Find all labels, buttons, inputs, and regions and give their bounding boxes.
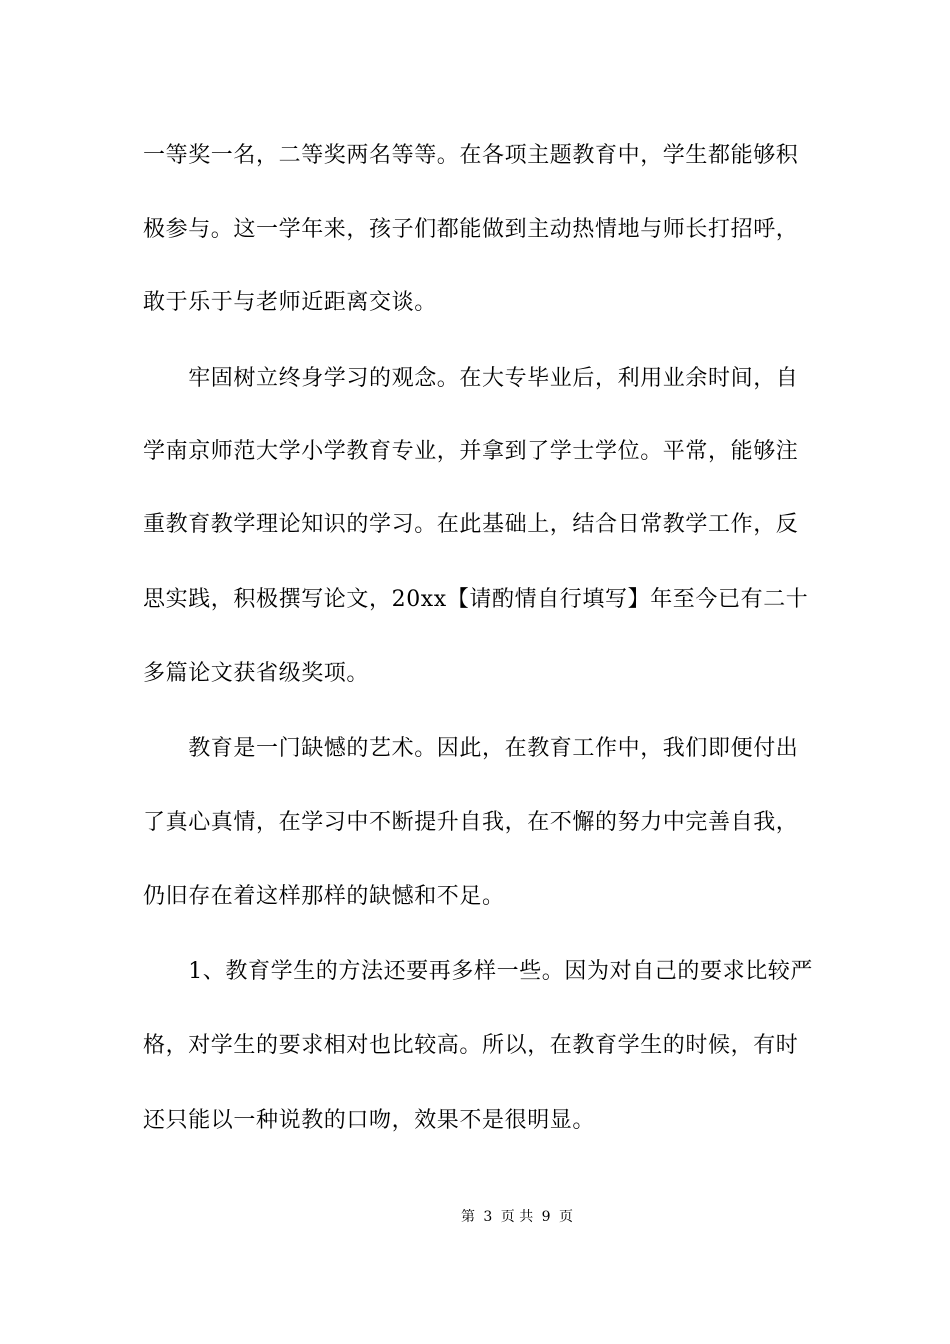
body-line: 一等奖一名，二等奖两名等等。在各项主题教育中，学生都能够积 [143,143,799,168]
footer-current-page: 3 [483,1209,493,1225]
body-line: 敢于乐于与老师近距离交谈。 [143,290,437,315]
footer-suffix: 页 [559,1209,574,1225]
body-line: 格，对学生的要求相对也比较高。所以，在教育学生的时候，有时 [143,1033,799,1058]
body-line: 1、教育学生的方法还要再多样一些。因为对自己的要求比较严 [143,959,813,984]
body-line: 牢固树立终身学习的观念。在大专毕业后，利用业余时间，自 [143,366,799,391]
body-line: 重教育教学理论知识的学习。在此基础上，结合日常教学工作，反 [143,512,799,537]
body-line: 教育是一门缺憾的艺术。因此，在教育工作中，我们即便付出 [143,736,799,761]
body-line: 还只能以一种说教的口吻，效果不是很明显。 [143,1108,596,1133]
footer-middle: 页 共 [500,1209,534,1225]
body-line: 学南京师范大学小学教育专业，并拿到了学士学位。平常，能够注 [143,439,799,464]
body-line: 思实践，积极撰写论文，20xx【请酌情自行填写】年至今已有二十 [143,587,809,612]
footer-prefix: 第 [460,1209,475,1225]
body-line: 了真心真情，在学习中不断提升自我，在不懈的努力中完善自我， [143,810,799,835]
body-line: 极参与。这一学年来，孩子们都能做到主动热情地与师长打招呼， [143,217,799,242]
body-line: 多篇论文获省级奖项。 [143,661,370,686]
page-number-footer [0,1207,950,1227]
body-line: 仍旧存在着这样那样的缺憾和不足。 [143,884,505,909]
footer-total-pages: 9 [541,1209,551,1225]
